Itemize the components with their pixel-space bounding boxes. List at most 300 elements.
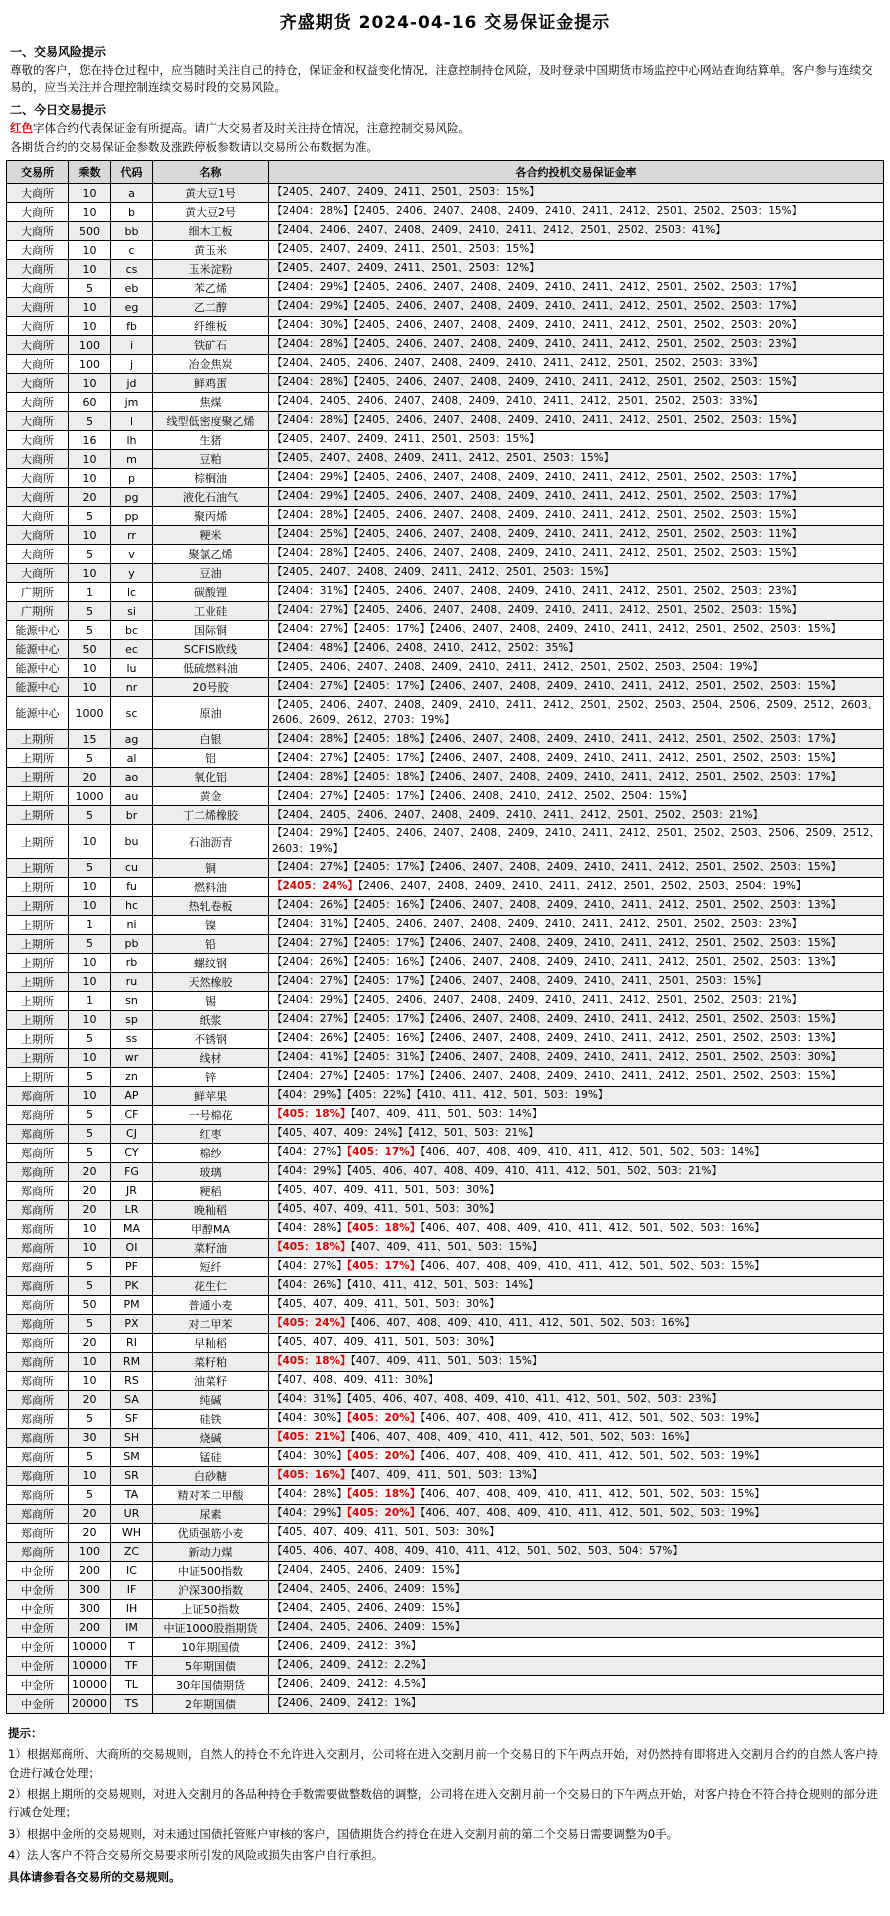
cell-exchange: 郑商所: [7, 1257, 69, 1276]
cell-rate: 【2405：24%】【2406、2407、2408、2409、2410、2411、2412、2501、2502、2503、2504：19%】: [269, 877, 884, 896]
cell-name: 5年期国债: [153, 1656, 269, 1675]
table-row: [7, 806, 884, 825]
cell-rate: 【405：24%】【406、407、408、409、410、411、412、501、502、503：16%】: [269, 1314, 884, 1333]
cell-code: cs: [111, 260, 153, 279]
cell-exchange: 郑商所: [7, 1238, 69, 1257]
table-row: [7, 1447, 884, 1466]
table-row: [7, 991, 884, 1010]
table-row: [7, 1599, 884, 1618]
table-row: [7, 1276, 884, 1295]
table-row: [7, 1352, 884, 1371]
cell-code: CY: [111, 1143, 153, 1162]
cell-exchange: 大商所: [7, 317, 69, 336]
cell-name: 硅铁: [153, 1409, 269, 1428]
table-row: [7, 915, 884, 934]
cell-multiplier: 300: [69, 1599, 111, 1618]
table-row: [7, 336, 884, 355]
cell-rate: 【405、407、409、411、501、503：30%】: [269, 1295, 884, 1314]
cell-multiplier: 10: [69, 564, 111, 583]
cell-name: 短纤: [153, 1257, 269, 1276]
table-row: [7, 317, 884, 336]
table-row: [7, 749, 884, 768]
table-row: [7, 241, 884, 260]
cell-exchange: 上期所: [7, 896, 69, 915]
cell-name: 线材: [153, 1048, 269, 1067]
section-today-paragraph-1: [10, 120, 880, 137]
cell-name: 花生仁: [153, 1276, 269, 1295]
rate-highlight: 【405：18%】: [346, 1488, 421, 1501]
cell-code: hc: [111, 896, 153, 915]
cell-exchange: 上期所: [7, 934, 69, 953]
section-risk-notice: [0, 43, 890, 97]
cell-rate: 【2404：28%】【2405、2406、2407、2408、2409、2410、2411、2412、2501、2502、2503：15%】: [269, 412, 884, 431]
table-row: [7, 1105, 884, 1124]
cell-exchange: 郑商所: [7, 1105, 69, 1124]
table-row: [7, 374, 884, 393]
cell-name: 豆粕: [153, 450, 269, 469]
cell-code: CJ: [111, 1124, 153, 1143]
cell-exchange: 郑商所: [7, 1086, 69, 1105]
cell-rate: 【2406、2409、2412：2.2%】: [269, 1656, 884, 1675]
cell-code: IF: [111, 1580, 153, 1599]
cell-name: 尿素: [153, 1504, 269, 1523]
cell-multiplier: 20: [69, 1200, 111, 1219]
cell-code: sc: [111, 697, 153, 730]
cell-name: 不锈钢: [153, 1029, 269, 1048]
cell-exchange: 郑商所: [7, 1219, 69, 1238]
cell-name: 一号棉花: [153, 1105, 269, 1124]
cell-multiplier: 10: [69, 896, 111, 915]
cell-code: ec: [111, 640, 153, 659]
cell-name: 国际铜: [153, 621, 269, 640]
cell-multiplier: 30: [69, 1428, 111, 1447]
cell-multiplier: 1000: [69, 787, 111, 806]
cell-code: RS: [111, 1371, 153, 1390]
cell-code: LR: [111, 1200, 153, 1219]
cell-code: lu: [111, 659, 153, 678]
cell-multiplier: 5: [69, 1485, 111, 1504]
cell-exchange: 郑商所: [7, 1162, 69, 1181]
cell-exchange: 郑商所: [7, 1371, 69, 1390]
cell-rate: 【2405、2406、2407、2408、2409、2410、2411、2412、2501、2502、2503、2504：19%】: [269, 659, 884, 678]
th-code: 代码: [111, 161, 153, 184]
table-row: [7, 1219, 884, 1238]
cell-code: RI: [111, 1333, 153, 1352]
cell-name: 原油: [153, 697, 269, 730]
cell-exchange: 上期所: [7, 1010, 69, 1029]
cell-name: 铅: [153, 934, 269, 953]
cell-multiplier: 5: [69, 1105, 111, 1124]
cell-multiplier: 10: [69, 1371, 111, 1390]
table-row: [7, 412, 884, 431]
cell-rate: 【2406、2409、2412：1%】: [269, 1694, 884, 1713]
cell-multiplier: 10: [69, 203, 111, 222]
cell-rate: 【404：27%】【405：17%】【406、407、408、409、410、411、412、501、502、503：14%】: [269, 1143, 884, 1162]
cell-name: 粳米: [153, 526, 269, 545]
section-today-notice: [0, 101, 890, 157]
cell-rate: 【2405、2406、2407、2408、2409、2410、2411、2412、2501、2502、2503、2504、2506、2509、2512、2603、2606、2609、2612、2703：19%】: [269, 697, 884, 730]
cell-multiplier: 5: [69, 507, 111, 526]
th-exchange: 交易所: [7, 161, 69, 184]
cell-rate: 【2404：31%】【2405、2406、2407、2408、2409、2410、2411、2412、2501、2502、2503：23%】: [269, 915, 884, 934]
cell-name: 鲜苹果: [153, 1086, 269, 1105]
cell-multiplier: 60: [69, 393, 111, 412]
cell-code: OI: [111, 1238, 153, 1257]
cell-name: 聚丙烯: [153, 507, 269, 526]
cell-multiplier: 10: [69, 1048, 111, 1067]
cell-code: SR: [111, 1466, 153, 1485]
cell-code: au: [111, 787, 153, 806]
table-row: [7, 768, 884, 787]
cell-rate: 【2404：27%】【2405：17%】【2406、2407、2408、2409、2410、2411、2412、2501、2502、2503：15%】: [269, 749, 884, 768]
cell-rate: 【2405、2407、2409、2411、2501、2503：15%】: [269, 184, 884, 203]
rate-highlight: 【405：18%】: [272, 1241, 351, 1254]
th-multiplier: 乘数: [69, 161, 111, 184]
cell-code: l: [111, 412, 153, 431]
table-row: [7, 896, 884, 915]
cell-exchange: 大商所: [7, 450, 69, 469]
cell-exchange: 上期所: [7, 787, 69, 806]
cell-code: WH: [111, 1523, 153, 1542]
table-row: [7, 1124, 884, 1143]
cell-multiplier: 100: [69, 355, 111, 374]
cell-multiplier: 50: [69, 1295, 111, 1314]
table-row: [7, 659, 884, 678]
cell-code: IC: [111, 1561, 153, 1580]
cell-code: ni: [111, 915, 153, 934]
rate-highlight: 【405：20%】: [346, 1507, 421, 1520]
cell-exchange: 郑商所: [7, 1333, 69, 1352]
table-row: [7, 1162, 884, 1181]
cell-multiplier: 10: [69, 469, 111, 488]
table-row: [7, 488, 884, 507]
cell-name: 丁二烯橡胶: [153, 806, 269, 825]
cell-multiplier: 20: [69, 768, 111, 787]
cell-exchange: 大商所: [7, 545, 69, 564]
table-row: [7, 640, 884, 659]
cell-code: RM: [111, 1352, 153, 1371]
cell-multiplier: 10: [69, 241, 111, 260]
table-row: [7, 184, 884, 203]
cell-name: 豆油: [153, 564, 269, 583]
cell-exchange: 大商所: [7, 488, 69, 507]
cell-code: bc: [111, 621, 153, 640]
cell-exchange: 能源中心: [7, 697, 69, 730]
cell-code: SM: [111, 1447, 153, 1466]
cell-code: FG: [111, 1162, 153, 1181]
cell-multiplier: 10: [69, 1219, 111, 1238]
cell-rate: 【2404：29%】【2405、2406、2407、2408、2409、2410、2411、2412、2501、2502、2503：17%】: [269, 298, 884, 317]
table-row: [7, 507, 884, 526]
table-row: [7, 1257, 884, 1276]
cell-name: 燃料油: [153, 877, 269, 896]
cell-exchange: 郑商所: [7, 1428, 69, 1447]
cell-code: lc: [111, 583, 153, 602]
cell-rate: 【2404、2405、2406、2407、2408、2409、2410、2411、2412、2501、2502、2503：33%】: [269, 355, 884, 374]
rate-highlight: 【405：17%】: [346, 1260, 421, 1273]
table-row: [7, 730, 884, 749]
cell-exchange: 郑商所: [7, 1485, 69, 1504]
cell-name: 鲜鸡蛋: [153, 374, 269, 393]
margin-rate-table: [6, 160, 884, 1714]
cell-code: nr: [111, 678, 153, 697]
cell-rate: 【2404：26%】【2405：16%】【2406、2407、2408、2409、2410、2411、2412、2501、2502、2503：13%】: [269, 896, 884, 915]
cell-exchange: 上期所: [7, 858, 69, 877]
cell-name: 黄金: [153, 787, 269, 806]
cell-rate: 【404：30%】【405：20%】【406、407、408、409、410、411、412、501、502、503：19%】: [269, 1447, 884, 1466]
cell-exchange: 上期所: [7, 991, 69, 1010]
table-row: [7, 1618, 884, 1637]
cell-multiplier: 10: [69, 1238, 111, 1257]
cell-name: 棕榈油: [153, 469, 269, 488]
cell-code: ao: [111, 768, 153, 787]
cell-code: p: [111, 469, 153, 488]
cell-rate: 【2404、2405、2406、2407、2408、2409、2410、2411、2412、2501、2502、2503：33%】: [269, 393, 884, 412]
cell-rate: 【405：21%】【406、407、408、409、410、411、412、501、502、503：16%】: [269, 1428, 884, 1447]
cell-code: i: [111, 336, 153, 355]
cell-multiplier: 5: [69, 1143, 111, 1162]
table-row: [7, 222, 884, 241]
table-row: [7, 1523, 884, 1542]
cell-code: MA: [111, 1219, 153, 1238]
cell-multiplier: 10: [69, 659, 111, 678]
cell-code: T: [111, 1637, 153, 1656]
cell-exchange: 大商所: [7, 412, 69, 431]
cell-rate: 【2404：27%】【2405：17%】【2406、2407、2408、2409、2410、2411、2501、2503：15%】: [269, 972, 884, 991]
table-row: [7, 1143, 884, 1162]
cell-code: j: [111, 355, 153, 374]
cell-name: 苯乙烯: [153, 279, 269, 298]
cell-code: c: [111, 241, 153, 260]
cell-multiplier: 5: [69, 749, 111, 768]
rate-highlight: 【405：18%】: [272, 1355, 351, 1368]
cell-name: 镍: [153, 915, 269, 934]
cell-exchange: 上期所: [7, 1048, 69, 1067]
cell-exchange: 郑商所: [7, 1390, 69, 1409]
table-row: [7, 1010, 884, 1029]
cell-name: 新动力煤: [153, 1542, 269, 1561]
cell-code: bb: [111, 222, 153, 241]
rate-highlight: 【2405：24%】: [272, 880, 358, 893]
cell-name: 低硫燃料油: [153, 659, 269, 678]
cell-multiplier: 20: [69, 488, 111, 507]
cell-name: 焦煤: [153, 393, 269, 412]
cell-code: SF: [111, 1409, 153, 1428]
cell-exchange: 大商所: [7, 336, 69, 355]
cell-code: PF: [111, 1257, 153, 1276]
table-row: [7, 697, 884, 730]
cell-exchange: 中金所: [7, 1580, 69, 1599]
cell-code: b: [111, 203, 153, 222]
cell-code: br: [111, 806, 153, 825]
cell-rate: 【404：29%】【405、406、407、408、409、410、411、412、501、502、503：21%】: [269, 1162, 884, 1181]
cell-name: 早籼稻: [153, 1333, 269, 1352]
cell-name: 精对苯二甲酸: [153, 1485, 269, 1504]
cell-rate: 【404：30%】【405：20%】【406、407、408、409、410、411、412、501、502、503：19%】: [269, 1409, 884, 1428]
cell-exchange: 郑商所: [7, 1314, 69, 1333]
cell-code: lh: [111, 431, 153, 450]
cell-multiplier: 10: [69, 526, 111, 545]
table-row: [7, 545, 884, 564]
cell-rate: 【2404：28%】【2405、2406、2407、2408、2409、2410、2411、2412、2501、2502、2503：23%】: [269, 336, 884, 355]
cell-code: zn: [111, 1067, 153, 1086]
cell-exchange: 中金所: [7, 1618, 69, 1637]
cell-exchange: 郑商所: [7, 1200, 69, 1219]
cell-multiplier: 20000: [69, 1694, 111, 1713]
table-row: [7, 1504, 884, 1523]
cell-name: 10年期国债: [153, 1637, 269, 1656]
table-row: [7, 1029, 884, 1048]
cell-name: SCFIS欧线: [153, 640, 269, 659]
cell-code: IM: [111, 1618, 153, 1637]
cell-rate: 【2404：26%】【2405：16%】【2406、2407、2408、2409、2410、2411、2412、2501、2502、2503：13%】: [269, 953, 884, 972]
cell-code: cu: [111, 858, 153, 877]
cell-multiplier: 1000: [69, 697, 111, 730]
cell-exchange: 上期所: [7, 877, 69, 896]
red-highlight-word: 红色: [10, 120, 33, 135]
cell-multiplier: 10: [69, 1466, 111, 1485]
cell-rate: 【2404：27%】【2405：17%】【2406、2407、2408、2409、2410、2411、2412、2501、2502、2503：15%】: [269, 1010, 884, 1029]
cell-exchange: 上期所: [7, 806, 69, 825]
cell-exchange: 大商所: [7, 374, 69, 393]
cell-code: pb: [111, 934, 153, 953]
table-row: [7, 787, 884, 806]
cell-rate: 【2404：48%】【2406、2408、2410、2412、2502：35%】: [269, 640, 884, 659]
cell-name: 液化石油气: [153, 488, 269, 507]
table-row: [7, 1238, 884, 1257]
cell-rate: 【405、407、409、411、501、503：30%】: [269, 1523, 884, 1542]
table-row: [7, 583, 884, 602]
cell-rate: 【404：27%】【405：17%】【406、407、408、409、410、411、412、501、502、503：15%】: [269, 1257, 884, 1276]
cell-exchange: 大商所: [7, 355, 69, 374]
table-row: [7, 1409, 884, 1428]
cell-code: ru: [111, 972, 153, 991]
cell-rate: 【2404：29%】【2405、2406、2407、2408、2409、2410、2411、2412、2501、2502、2503：17%】: [269, 488, 884, 507]
table-row: [7, 1656, 884, 1675]
cell-name: 天然橡胶: [153, 972, 269, 991]
cell-rate: 【2404、2406、2407、2408、2409、2410、2411、2412、2501、2502、2503：41%】: [269, 222, 884, 241]
cell-multiplier: 10000: [69, 1637, 111, 1656]
cell-code: UR: [111, 1504, 153, 1523]
table-row: [7, 1086, 884, 1105]
cell-code: eb: [111, 279, 153, 298]
th-rate: 各合约投机交易保证金率: [269, 161, 884, 184]
cell-code: y: [111, 564, 153, 583]
table-header-row: [7, 161, 884, 184]
cell-name: 工业硅: [153, 602, 269, 621]
cell-exchange: 广期所: [7, 602, 69, 621]
cell-code: fb: [111, 317, 153, 336]
cell-code: al: [111, 749, 153, 768]
table-row: [7, 1542, 884, 1561]
cell-rate: 【405、406、407、408、409、410、411、412、501、502、503、504：57%】: [269, 1542, 884, 1561]
cell-name: 对二甲苯: [153, 1314, 269, 1333]
cell-rate: 【2404、2405、2406、2409：15%】: [269, 1561, 884, 1580]
section-risk-paragraph: 尊敬的客户，您在持仓过程中，应当随时关注自己的持仓，保证金和权益变化情况，注意控制持仓风险，及时登录中国期货市场监控中心网站查询结算单。客户参与连续交易的，应当关注并合理控制连续交易时段的交易风险。: [10, 63, 873, 95]
cell-multiplier: 10: [69, 184, 111, 203]
table-row: [7, 825, 884, 858]
cell-multiplier: 500: [69, 222, 111, 241]
note-item: 3）根据中金所的交易规则，对未通过国债托管账户审核的客户，国债期货合约持仓在进入交割月前的第二个交易日需要调整为0手。: [8, 1826, 679, 1841]
cell-code: eg: [111, 298, 153, 317]
cell-name: 黄玉米: [153, 241, 269, 260]
cell-rate: 【2404：27%】【2405：17%】【2406、2407、2408、2409、2410、2411、2412、2501、2502、2503：15%】: [269, 678, 884, 697]
cell-multiplier: 5: [69, 1067, 111, 1086]
cell-multiplier: 5: [69, 1314, 111, 1333]
table-row: [7, 564, 884, 583]
cell-rate: 【404：29%】【405：22%】【410、411、412、501、503：19%】: [269, 1086, 884, 1105]
cell-rate: 【2404：29%】【2405、2406、2407、2408、2409、2410、2411、2412、2501、2502、2503：17%】: [269, 469, 884, 488]
cell-rate: 【405：18%】【407、409、411、501、503：14%】: [269, 1105, 884, 1124]
cell-exchange: 上期所: [7, 1067, 69, 1086]
cell-exchange: 能源中心: [7, 621, 69, 640]
cell-exchange: 大商所: [7, 393, 69, 412]
cell-multiplier: 200: [69, 1561, 111, 1580]
table-row: [7, 1637, 884, 1656]
cell-rate: 【2404：28%】【2405：18%】【2406、2407、2408、2409、2410、2411、2412、2501、2502、2503：17%】: [269, 730, 884, 749]
cell-multiplier: 1: [69, 991, 111, 1010]
section-risk-title: 一、交易风险提示: [10, 45, 107, 59]
cell-code: TS: [111, 1694, 153, 1713]
cell-multiplier: 5: [69, 1447, 111, 1466]
cell-multiplier: 100: [69, 1542, 111, 1561]
table-row: [7, 1333, 884, 1352]
cell-multiplier: 10000: [69, 1675, 111, 1694]
cell-name: 玉米淀粉: [153, 260, 269, 279]
cell-multiplier: 10: [69, 1010, 111, 1029]
cell-code: IH: [111, 1599, 153, 1618]
note-item: 2）根据上期所的交易规则，对进入交割月的各品种持仓手数需要做整数倍的调整，公司将在进入交割月前一个交易日的下午两点开始，对客户持仓不符合持仓规则的部分进行减仓处理；: [8, 1787, 878, 1820]
rate-highlight: 【405：20%】: [346, 1412, 421, 1425]
cell-multiplier: 5: [69, 1029, 111, 1048]
note-item: 4）法人客户不符合交易所交易要求所引发的风险或损失由客户自行承担。: [8, 1848, 384, 1863]
cell-exchange: 大商所: [7, 507, 69, 526]
cell-code: ag: [111, 730, 153, 749]
cell-rate: 【405、407、409、411、501、503：30%】: [269, 1200, 884, 1219]
cell-exchange: 郑商所: [7, 1276, 69, 1295]
cell-name: 锰硅: [153, 1447, 269, 1466]
table-row: [7, 1048, 884, 1067]
cell-exchange: 中金所: [7, 1675, 69, 1694]
cell-code: rb: [111, 953, 153, 972]
page-title: 齐盛期货 2024-04-16 交易保证金提示: [279, 13, 611, 33]
rate-highlight: 【405：17%】: [346, 1146, 421, 1159]
cell-multiplier: 10: [69, 374, 111, 393]
cell-multiplier: 10: [69, 953, 111, 972]
cell-name: 普通小麦: [153, 1295, 269, 1314]
cell-exchange: 能源中心: [7, 659, 69, 678]
table-row: [7, 877, 884, 896]
table-row: [7, 1580, 884, 1599]
cell-rate: 【2404：28%】【2405：18%】【2406、2407、2408、2409、2410、2411、2412、2501、2502、2503：17%】: [269, 768, 884, 787]
cell-name: 菜籽油: [153, 1238, 269, 1257]
cell-multiplier: 20: [69, 1181, 111, 1200]
cell-code: PK: [111, 1276, 153, 1295]
cell-code: rr: [111, 526, 153, 545]
cell-exchange: 中金所: [7, 1561, 69, 1580]
cell-rate: 【2405、2407、2408、2409、2411、2412、2501、2503：15%】: [269, 564, 884, 583]
cell-rate: 【2404、2405、2406、2409：15%】: [269, 1618, 884, 1637]
cell-rate: 【2404：27%】【2405、2406、2407、2408、2409、2410、2411、2412、2501、2502、2503：15%】: [269, 602, 884, 621]
cell-rate: 【2404：29%】【2405、2406、2407、2408、2409、2410、2411、2412、2501、2502、2503：21%】: [269, 991, 884, 1010]
cell-exchange: 大商所: [7, 241, 69, 260]
cell-exchange: 大商所: [7, 279, 69, 298]
table-row: [7, 450, 884, 469]
cell-rate: 【2404：27%】【2405：17%】【2406、2407、2408、2409、2410、2411、2412、2501、2502、2503：15%】: [269, 858, 884, 877]
table-row: [7, 355, 884, 374]
cell-multiplier: 10: [69, 1086, 111, 1105]
cell-name: 中证500指数: [153, 1561, 269, 1580]
